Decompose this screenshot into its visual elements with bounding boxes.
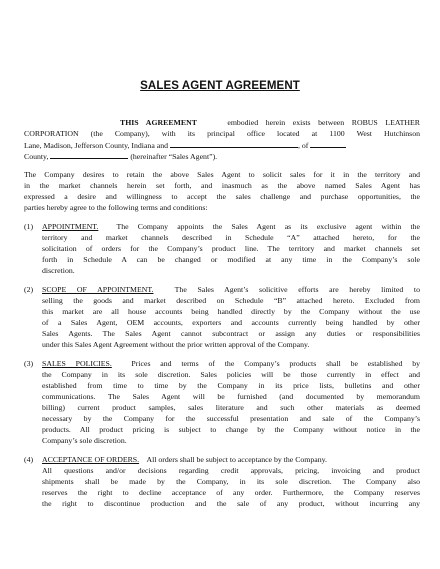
section-2-heading: SCOPE OF APPOINTMENT. [42, 285, 154, 294]
intro-line-1-rest: embodied herein exists between ROBUS LEATHER [227, 118, 420, 127]
section-4-heading: ACCEPTANCE OF ORDERS. [42, 455, 140, 464]
recital-line-1: The Company desires to retain the above Sales Agent to solicit sales for it in the territory and [24, 170, 420, 179]
intro-line-4 [24, 151, 420, 162]
recital-line-4: parties hereby agree to the following terms and conditions: [24, 203, 208, 212]
section-3-line: necessary by the Company for the successful presentation and sale of the Company’s [42, 414, 420, 423]
section-3-first-text: Prices and terms of the Company’s products shall be established by [131, 359, 420, 368]
intro-line-2: CORPORATION (the Company), with its principal office located at 1100 West Hutchinson [24, 129, 420, 138]
intro-line-3-b: , of [297, 141, 309, 150]
section-4-line: reserves the right to decline acceptance of any order. Furthermore, the Company reserves [42, 488, 420, 497]
section-2-line: of a Sales Agent, OEM accounts, exporters and accounts currently being handled by other [42, 318, 420, 327]
section-2-line: selling the goods and market described on Schedule “B” attached hereto. Excluded from [42, 296, 420, 305]
intro-line-4-a: County, [24, 152, 49, 161]
section-4-first-text: All orders shall be subject to acceptance by the Company. [146, 455, 327, 464]
section-2-first-line [42, 285, 420, 295]
section-4-line: All questions and/or decisions regarding credit approvals, pricing, invoicing and product [42, 466, 420, 475]
section-1-heading: APPOINTMENT. [42, 222, 99, 231]
section-1-line: solicitation of orders for the Company’s product line. The territory and market channels set [42, 244, 420, 253]
intro-line-1 [120, 118, 420, 128]
section-4-line: the right to discontinue production and the sale of any product, without incurring any [42, 499, 420, 508]
section-1-line: forth in Schedule A can be changed or modified at any time in the Company’s sole [42, 255, 420, 264]
section-1-line: discretion. [42, 266, 75, 275]
agent-county-blank-2[interactable] [50, 151, 128, 159]
document-title: SALES AGENT AGREEMENT [140, 80, 300, 92]
intro-bold: THIS AGREEMENT [120, 118, 197, 127]
section-3-number: (3) [24, 359, 34, 368]
section-3-line: communications. The Sales Agent will be furnished (and documented by memorandum [42, 392, 420, 401]
section-3-line: products. All product pricing is subject to change by the Company without notice in the [42, 425, 420, 434]
intro-line-3 [24, 140, 420, 151]
section-2-number: (2) [24, 285, 34, 294]
recital-line-2: in the market channels herein set forth, and inasmuch as the above named Sales Agent has [24, 181, 420, 190]
section-3-line: Company’s sole discretion. [42, 436, 127, 445]
section-2-line: Sales Agents. The Sales Agent cannot subcontract or assign any duties or responsibilities [42, 329, 420, 338]
section-3-line: established from time to time by the Company in its price lists, bulletins and other [42, 381, 420, 390]
section-4-line: shipments shall be made by the Company, in its sole discretion. The Company also [42, 477, 420, 486]
intro-line-3-a: Lane, Madison, Jefferson County, Indiana and [24, 141, 168, 150]
section-3-line: the Company in its sole discretion. Sales policies will be those currently in effect and [42, 370, 420, 379]
recital-line-3: expressed a desire and willingness to accept the sales challenge and purchase opportunities, the [24, 192, 420, 201]
agent-county-blank-1[interactable] [310, 140, 346, 148]
intro-line-4-b: (hereinafter “Sales Agent”). [130, 152, 218, 161]
section-4-first-line [42, 455, 420, 465]
section-1-first-line [42, 222, 420, 232]
section-4-number: (4) [24, 455, 34, 464]
section-3-first-line [42, 359, 420, 369]
section-2-line: under this Sales Agent Agreement without the prior written approval of the Company. [42, 340, 310, 349]
section-2-first-text: The Sales Agent’s solicitive efforts are hereby limited to [174, 285, 420, 294]
section-3-line: billing) current product samples, sales literature and such other materials as deemed [42, 403, 420, 412]
section-1-line: territory and market channels described in Schedule “A” attached hereto, for the [42, 233, 420, 242]
section-1-first-text: The Company appoints the Sales Agent as its exclusive agent within the [116, 222, 420, 231]
section-3-heading: SALES POLICIES. [42, 359, 112, 368]
section-2-line: this market are all house accounts being handled directly by the Company without the use [42, 307, 420, 316]
section-1-number: (1) [24, 222, 34, 231]
agent-name-blank[interactable] [170, 140, 298, 148]
